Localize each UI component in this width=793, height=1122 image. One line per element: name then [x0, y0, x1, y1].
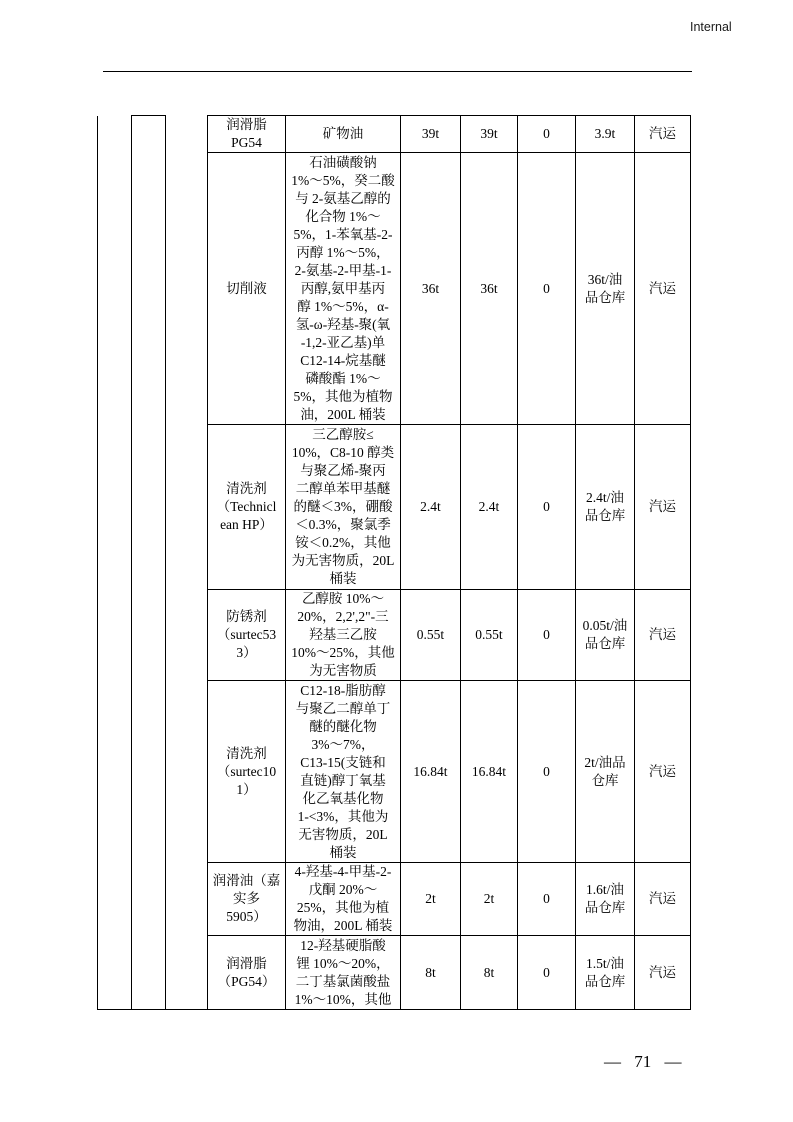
quantity-c-cell: 0 — [518, 681, 576, 863]
storage-cell: 2t/油品 仓库 — [576, 681, 635, 863]
material-name-cell: 润滑油（嘉 实多 5905） — [208, 863, 286, 936]
storage-cell: 1.5t/油 品仓库 — [576, 936, 635, 1010]
transport-mode-cell: 汽运 — [635, 590, 691, 681]
storage-cell: 2.4t/油 品仓库 — [576, 425, 635, 590]
transport-mode-cell: 汽运 — [635, 681, 691, 863]
transport-mode-cell: 汽运 — [635, 936, 691, 1010]
table-row — [98, 116, 691, 153]
materials-table — [97, 115, 691, 1010]
quantity-b-cell: 0.55t — [461, 590, 518, 681]
composition-cell: 乙醇胺 10%～ 20%，2,2',2"-三 羟基三乙胺 10%～25%，其他 为无害物质 — [286, 590, 401, 681]
quantity-a-cell: 36t — [401, 153, 461, 425]
page-number: — 71 — — [604, 1052, 682, 1071]
material-name-cell: 切削液 — [208, 153, 286, 425]
material-name-cell: 润滑脂 PG54 — [208, 116, 286, 153]
transport-mode-cell: 汽运 — [635, 863, 691, 936]
quantity-c-cell: 0 — [518, 590, 576, 681]
quantity-b-cell: 16.84t — [461, 681, 518, 863]
header-rule — [103, 71, 692, 72]
classification-label: Internal — [690, 20, 732, 34]
blank-column-3-cell — [166, 116, 208, 1010]
storage-cell: 0.05t/油 品仓库 — [576, 590, 635, 681]
quantity-a-cell: 2.4t — [401, 425, 461, 590]
blank-column-2-cell — [132, 116, 166, 1010]
storage-cell: 36t/油 品仓库 — [576, 153, 635, 425]
materials-table-body — [98, 116, 691, 1010]
quantity-b-cell: 2t — [461, 863, 518, 936]
quantity-c-cell: 0 — [518, 936, 576, 1010]
storage-cell: 1.6t/油 品仓库 — [576, 863, 635, 936]
composition-cell: 4-羟基-4-甲基-2- 戊酮 20%～ 25%，其他为植 物油，200L 桶装 — [286, 863, 401, 936]
material-name-cell: 清洗剂 （surtec10 1） — [208, 681, 286, 863]
storage-cell: 3.9t — [576, 116, 635, 153]
quantity-a-cell: 8t — [401, 936, 461, 1010]
transport-mode-cell: 汽运 — [635, 116, 691, 153]
composition-cell: 三乙醇胺≤ 10%，C8-10 醇类 与聚乙烯-聚丙 二醇单苯甲基醚 的醚＜3%，硼酸 ＜0.3%，聚氯季 铵＜0.2%，其他 为无害物质，20L 桶装 — [286, 425, 401, 590]
quantity-c-cell: 0 — [518, 116, 576, 153]
blank-column-1-cell — [98, 116, 132, 1010]
composition-cell: 12-羟基硬脂酸 锂 10%～20%， 二丁基氯菌酸盐 1%～10%，其他 — [286, 936, 401, 1010]
quantity-c-cell: 0 — [518, 153, 576, 425]
quantity-a-cell: 0.55t — [401, 590, 461, 681]
composition-cell: 矿物油 — [286, 116, 401, 153]
material-name-cell: 防锈剂 （surtec53 3） — [208, 590, 286, 681]
transport-mode-cell: 汽运 — [635, 425, 691, 590]
material-name-cell: 润滑脂 （PG54） — [208, 936, 286, 1010]
transport-mode-cell: 汽运 — [635, 153, 691, 425]
quantity-a-cell: 16.84t — [401, 681, 461, 863]
material-name-cell: 清洗剂 （Technicl ean HP） — [208, 425, 286, 590]
quantity-a-cell: 2t — [401, 863, 461, 936]
quantity-b-cell: 2.4t — [461, 425, 518, 590]
quantity-b-cell: 8t — [461, 936, 518, 1010]
quantity-b-cell: 39t — [461, 116, 518, 153]
quantity-c-cell: 0 — [518, 863, 576, 936]
composition-cell: C12-18-脂肪醇 与聚乙二醇单丁 醚的醚化物 3%～7%， C13-15(支链和 直链)醇丁氧基 化乙氧基化物 1-<3%，其他为 无害物质，20L 桶装 — [286, 681, 401, 863]
quantity-a-cell: 39t — [401, 116, 461, 153]
quantity-b-cell: 36t — [461, 153, 518, 425]
composition-cell: 石油磺酸钠 1%～5%，癸二酸 与 2-氨基乙醇的 化合物 1%～ 5%，1-苯氧基-2- 丙醇 1%～5%， 2-氨基-2-甲基-1- 丙醇,氨甲基丙 醇 1%～5%，α- 氢-ω-羟基-聚(氧 -1,2-亚乙基)单 C12-14-烷基醚 磷酸酯 1%～ 5%，其他为植物 油，200L 桶装 — [286, 153, 401, 425]
quantity-c-cell: 0 — [518, 425, 576, 590]
